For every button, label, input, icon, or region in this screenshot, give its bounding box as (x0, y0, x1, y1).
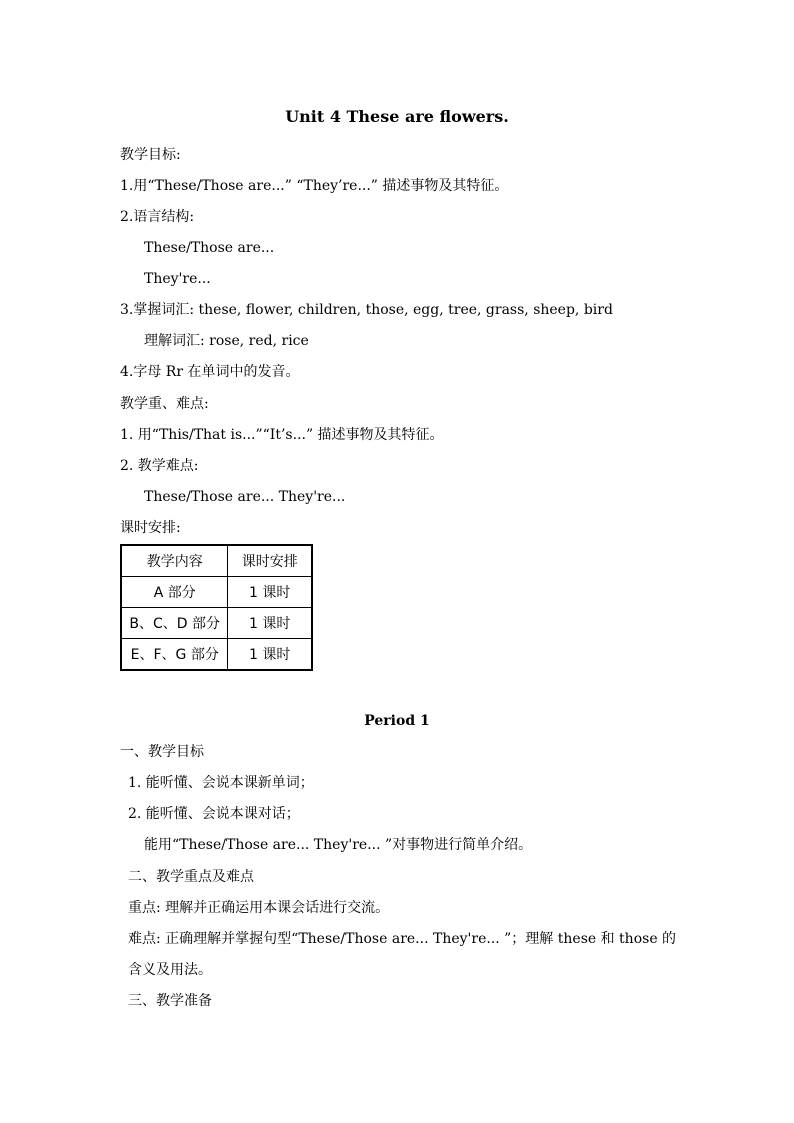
section-3-heading: 三、教学准备 (128, 993, 212, 1009)
section-1-item-3: 能用“These/Those are... They're... ”对事物进行简单介绍。 (144, 837, 533, 853)
goal-2-structure-2: They're... (144, 271, 211, 287)
table-cell: 1 课时 (228, 639, 312, 671)
section-1-heading: 一、教学目标 (120, 744, 204, 760)
section-2-difficulty-cont: 含义及用法。 (128, 962, 212, 978)
table-cell: A 部分 (121, 577, 228, 608)
table-row (121, 639, 312, 671)
table-header-cell: 课时安排 (228, 545, 312, 577)
schedule-heading: 课时安排: (120, 520, 181, 536)
table-cell: 1 课时 (228, 577, 312, 608)
section-2-key: 重点: 理解并正确运用本课会话进行交流。 (128, 900, 390, 916)
section-1-item-2: 2. 能听懂、会说本课对话； (128, 806, 300, 822)
goal-1: 1.用“These/Those are...” “They’re...” 描述事物及其特征。 (120, 178, 509, 194)
goals-heading: 教学目标: (120, 147, 181, 163)
key-point-2: 2. 教学难点: (120, 458, 199, 474)
goal-4: 4.字母 Rr 在单词中的发音。 (120, 364, 300, 380)
table-row (121, 608, 312, 639)
table-cell: B、C、D 部分 (121, 608, 228, 639)
goal-3-understand: 理解词汇: rose, red, rice (144, 333, 309, 349)
section-2-difficulty: 难点: 正确理解并掌握句型“These/Those are... They're... ”；理解 these 和 those 的 (128, 931, 677, 947)
goal-2-structure-1: These/Those are... (144, 240, 275, 256)
period-title: Period 1 (364, 713, 430, 729)
key-point-1: 1. 用“This/That is...”“It’s...” 描述事物及其特征。 (120, 427, 444, 443)
key-points-heading: 教学重、难点: (120, 396, 209, 412)
table-cell: 1 课时 (228, 608, 312, 639)
key-point-2-structure: These/Those are... They're... (144, 489, 346, 505)
goal-2: 2.语言结构: (120, 209, 195, 225)
table-header-cell: 教学内容 (121, 545, 228, 577)
table-row (121, 577, 312, 608)
section-2-heading: 二、教学重点及难点 (128, 869, 254, 885)
table-cell: E、F、G 部分 (121, 639, 228, 671)
goal-3: 3.掌握词汇: these, flower, children, those, egg, tree, grass, sheep, bird (120, 302, 613, 318)
schedule-table (120, 544, 313, 671)
section-1-item-1: 1. 能听懂、会说本课新单词； (128, 775, 314, 791)
unit-title: Unit 4 These are flowers. (285, 107, 509, 126)
table-header-row (121, 545, 312, 577)
